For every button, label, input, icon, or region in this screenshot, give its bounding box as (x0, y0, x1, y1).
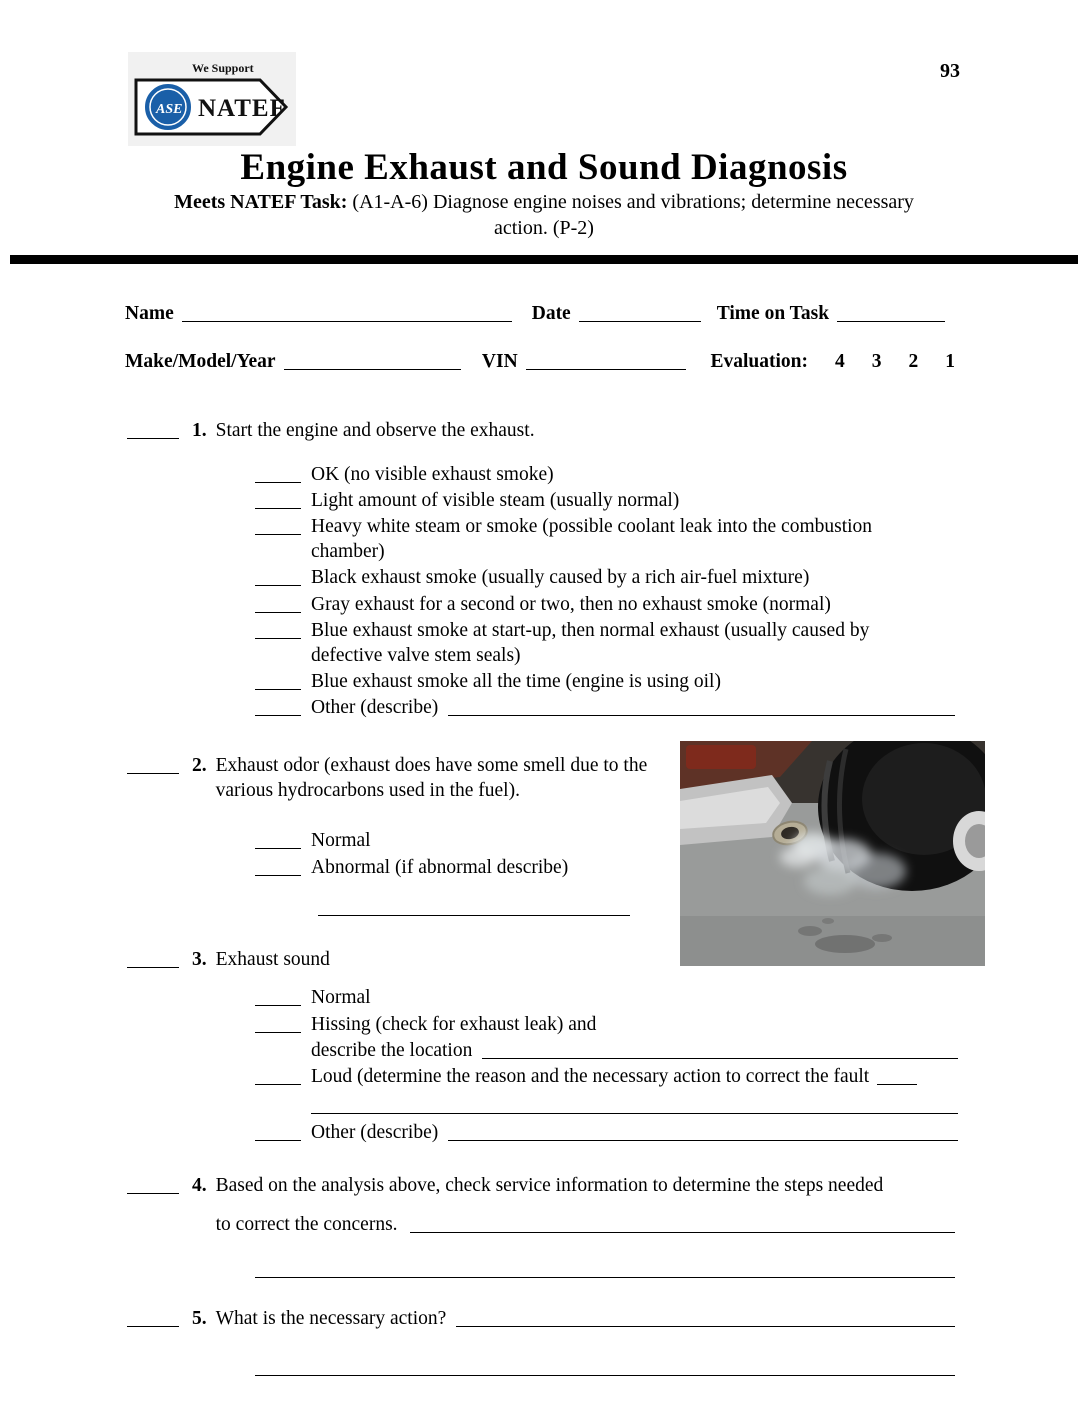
loud-write-in-line-start (877, 1067, 917, 1086)
step-1-number: 1. (192, 419, 207, 441)
option-label: Other (describe) (311, 697, 439, 719)
time-on-task-label: Time on Task (716, 302, 830, 324)
step-4-header (127, 1172, 955, 1238)
option-row-hissing (255, 1011, 958, 1064)
step-3-check-line (127, 949, 179, 968)
loud-write-in-line (311, 1095, 958, 1114)
option-check-line (255, 594, 301, 613)
step-2-options (255, 828, 672, 917)
exhaust-photo (680, 741, 985, 966)
step-4-text-line-2: to correct the concerns. (215, 1213, 398, 1235)
option-row-other (255, 695, 955, 721)
option-check-line (255, 698, 301, 717)
form-row-2 (125, 349, 955, 374)
evaluation-label: Evaluation: (710, 351, 808, 373)
make-model-year-label: Make/Model/Year (125, 351, 276, 373)
step-1-header (127, 417, 955, 443)
logo-we-support-text: We Support (192, 61, 254, 75)
option-label: Normal (311, 830, 371, 852)
option-check-line (255, 671, 301, 690)
other-describe-write-in-line (448, 698, 955, 717)
loud-label-row (311, 1064, 958, 1090)
task-text: (A1-A-6) Diagnose engine noises and vibrations; determine necessary (352, 191, 914, 213)
step-1-check-line (127, 420, 179, 439)
option-check-line (255, 988, 301, 1007)
step-2-column (127, 753, 672, 973)
option-label: Blue exhaust smoke all the time (engine is using oil) (311, 670, 721, 692)
step-3-options (255, 985, 958, 1146)
step-3-header (127, 946, 672, 972)
steps-write-in-line-2 (255, 1258, 955, 1278)
option-label: Normal (311, 987, 371, 1009)
step-1-options (255, 461, 955, 721)
step-4 (127, 1172, 955, 1278)
option-label: Loud (determine the reason and the necessary action to correct the fault (311, 1066, 870, 1088)
hissing-location-row (311, 1037, 958, 1063)
option-row (255, 514, 955, 565)
option-check-line (255, 1067, 301, 1086)
option-row (255, 617, 955, 668)
task-line-1 (0, 189, 1088, 215)
step-5 (127, 1306, 955, 1376)
option-label: Gray exhaust for a second or two, then no exhaust smoke (normal) (311, 593, 831, 615)
option-check-line (255, 831, 301, 850)
hissing-option-body (311, 1013, 958, 1064)
step-1-text: Start the engine and observe the exhaust. (215, 419, 535, 441)
option-label: Other (describe) (311, 1122, 439, 1144)
task-steps (127, 417, 955, 1376)
option-check-line (255, 464, 301, 483)
name-write-in-line (182, 303, 512, 322)
option-check-line (255, 1014, 301, 1033)
option-row-other (255, 1120, 958, 1146)
evaluation-score-4: 4 (835, 351, 845, 373)
option-row (255, 985, 958, 1011)
option-label: Abnormal (if abnormal describe) (311, 856, 569, 878)
option-label: Blue exhaust smoke at start-up, then normal exhaust (usually caused by defective valve stem seals) (311, 619, 870, 666)
date-label: Date (531, 302, 571, 324)
form-header (125, 300, 955, 373)
option-row (255, 591, 955, 617)
step-5-check-line (127, 1309, 179, 1328)
option-check-line (255, 857, 301, 876)
make-model-year-write-in-line (284, 352, 461, 371)
step-4-check-line (127, 1175, 179, 1194)
option-label: Hissing (check for exhaust leak) and (311, 1013, 597, 1035)
divider-rule (10, 255, 1078, 264)
logo-ase-text: ASE (156, 102, 183, 117)
step-4-body (216, 1174, 955, 1238)
task-line-2: action. (P-2) (494, 217, 594, 239)
option-label: Light amount of visible steam (usually normal) (311, 490, 680, 512)
option-row-loud (255, 1064, 958, 1114)
date-write-in-line (579, 303, 701, 322)
option-row (255, 461, 955, 487)
natef-logo-graphic (128, 52, 296, 146)
step-4-text-line-2-row (216, 1211, 955, 1237)
option-check-line (255, 491, 301, 510)
name-label: Name (125, 302, 174, 324)
option-check-line (255, 620, 301, 639)
step-3-text: Exhaust sound (215, 948, 330, 970)
step-4-number: 4. (192, 1174, 207, 1196)
page-title: Engine Exhaust and Sound Diagnosis (240, 147, 848, 188)
step-5-number: 5. (192, 1308, 207, 1330)
option-check-line (255, 568, 301, 587)
option-label: Heavy white steam or smoke (possible coolant leak into the combustion chamber) (311, 516, 873, 563)
step-5-header (127, 1306, 955, 1332)
vin-label: VIN (481, 351, 518, 373)
evaluation-score-3: 3 (871, 351, 882, 373)
option-check-line (255, 517, 301, 536)
logo-natef-text: NATEF (198, 95, 286, 122)
vin-write-in-line (526, 352, 687, 371)
step-5-text: What is the necessary action? (215, 1308, 447, 1330)
option-row (255, 668, 955, 694)
other-describe-write-in-line (448, 1123, 958, 1142)
step-1 (127, 417, 955, 721)
loud-option-body (311, 1064, 958, 1114)
evaluation-score-1: 1 (945, 351, 955, 373)
option-row (255, 828, 672, 854)
option-row (255, 565, 955, 591)
page-number: 93 (940, 60, 960, 82)
evaluation-score-2: 2 (908, 351, 919, 373)
option-row (255, 854, 672, 880)
option-label: OK (no visible exhaust smoke) (311, 463, 554, 485)
step-2-text: Exhaust odor (exhaust does have some smell due to the various hydrocarbons used in the fuel). (215, 755, 648, 802)
step-2-and-photo (127, 753, 985, 973)
option-row (255, 488, 955, 514)
necessary-action-write-in-line-2 (255, 1356, 955, 1376)
task-label: Meets NATEF Task: (174, 191, 348, 213)
option-label-continued: describe the location (311, 1039, 473, 1061)
necessary-action-write-in-line (456, 1309, 955, 1328)
time-on-task-write-in-line (837, 303, 945, 322)
natef-logo (128, 52, 296, 146)
option-label: Black exhaust smoke (usually caused by a rich air-fuel mixture) (311, 567, 810, 589)
location-write-in-line (482, 1040, 958, 1059)
step-2-check-line (127, 756, 179, 775)
abnormal-describe-write-in-line (318, 896, 630, 916)
option-check-line (255, 1123, 301, 1142)
step-2-header (127, 753, 672, 804)
step-3-number: 3. (192, 948, 207, 970)
form-row-1 (125, 300, 955, 325)
step-4-text-line-1: Based on the analysis above, check service information to determine the steps needed (215, 1174, 884, 1196)
steps-write-in-line (410, 1214, 955, 1233)
step-2-number: 2. (192, 755, 207, 777)
